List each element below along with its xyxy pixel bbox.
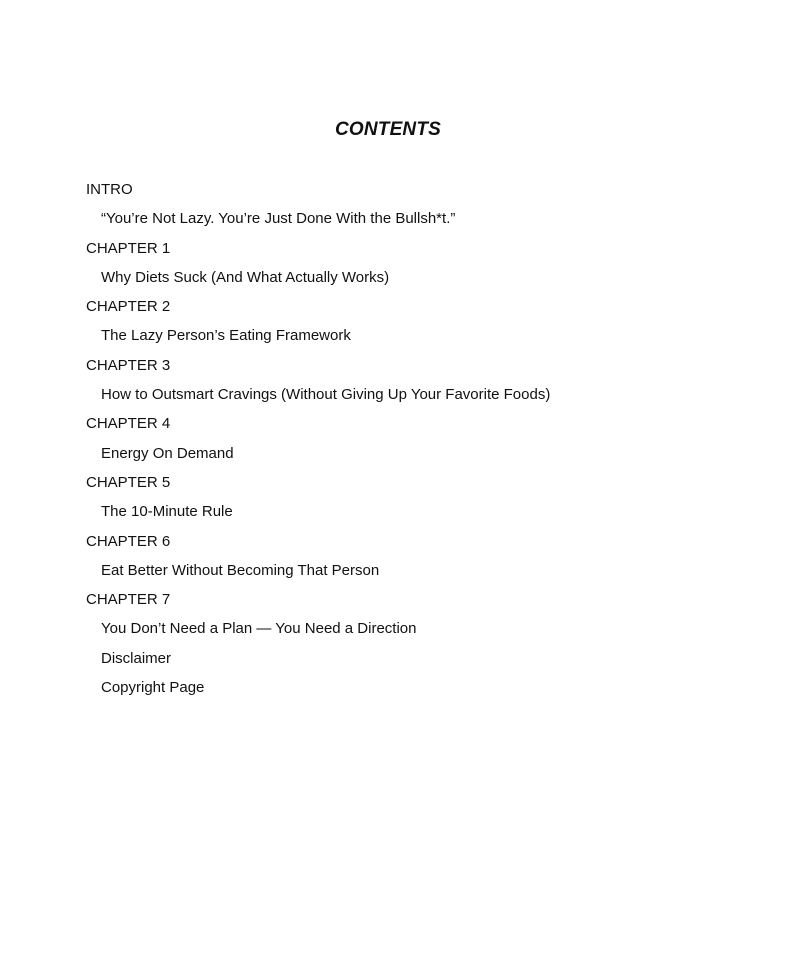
toc-entry-intro-title[interactable]: “You’re Not Lazy. You’re Just Done With the Bullsh*t.”: [101, 210, 456, 228]
toc-entry-chapter-5-title[interactable]: The 10-Minute Rule: [101, 503, 233, 521]
toc-entry-chapter-4-title[interactable]: Energy On Demand: [101, 444, 234, 462]
toc-entry-chapter-3-title[interactable]: How to Outsmart Cravings (Without Giving Up Your Favorite Foods): [101, 386, 551, 404]
toc-section-chapter-2[interactable]: CHAPTER 2: [86, 298, 171, 316]
toc-entry-chapter-6-title[interactable]: Eat Better Without Becoming That Person: [101, 561, 380, 579]
toc-entry-disclaimer[interactable]: Disclaimer: [101, 649, 172, 667]
toc-entry-copyright-page[interactable]: Copyright Page: [101, 679, 205, 697]
toc-section-chapter-1[interactable]: CHAPTER 1: [86, 239, 171, 257]
toc-section-chapter-7[interactable]: CHAPTER 7: [86, 591, 171, 609]
toc-section-intro[interactable]: INTRO: [86, 181, 133, 198]
toc-section-chapter-4[interactable]: CHAPTER 4: [86, 415, 171, 433]
toc-section-chapter-5[interactable]: CHAPTER 5: [86, 473, 171, 491]
toc-entry-chapter-1-title[interactable]: Why Diets Suck (And What Actually Works): [101, 268, 390, 286]
toc-section-chapter-6[interactable]: CHAPTER 6: [86, 532, 171, 550]
toc-entry-chapter-7-title[interactable]: You Don’t Need a Plan — You Need a Direction: [101, 620, 417, 638]
table-of-contents: [86, 180, 764, 707]
toc-entry-chapter-2-title[interactable]: The Lazy Person’s Eating Framework: [101, 327, 351, 345]
toc-section-chapter-3[interactable]: CHAPTER 3: [86, 356, 171, 374]
page-title: CONTENTS: [334, 119, 442, 140]
